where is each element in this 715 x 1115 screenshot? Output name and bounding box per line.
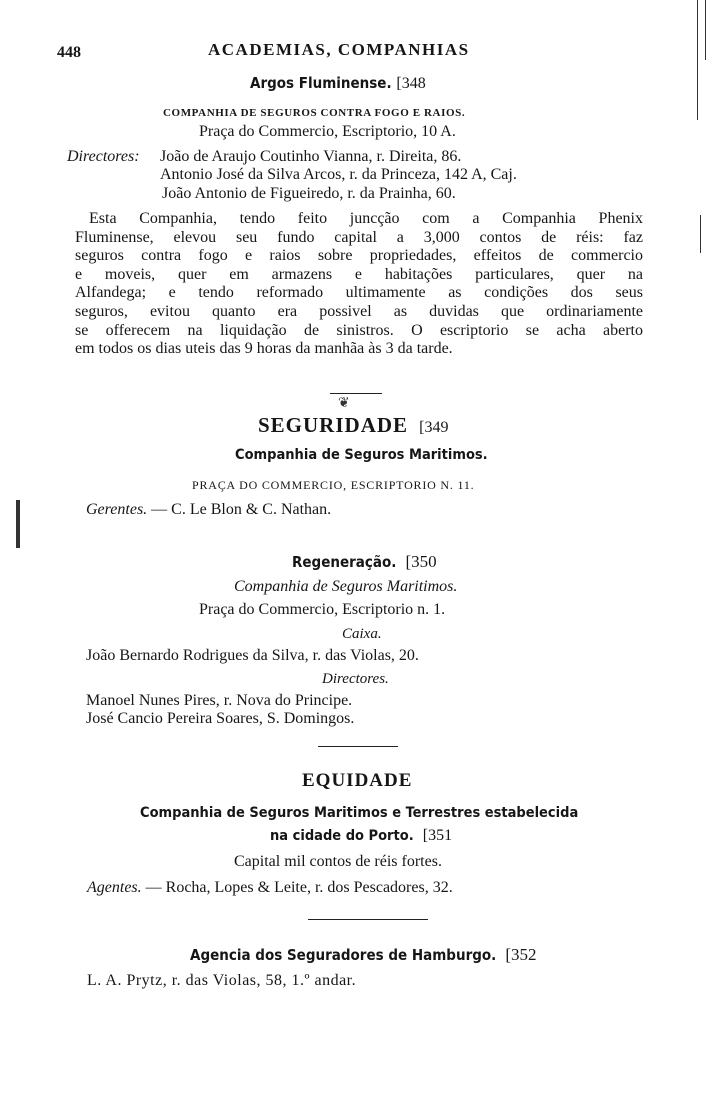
margin-line-right <box>697 0 698 120</box>
margin-line-right-2 <box>705 0 706 60</box>
directors-label: Directores: <box>67 148 140 165</box>
paragraph-line: se offerecem na liquidação de sinistros. O escriptorio se acha aberto <box>75 321 643 339</box>
argos-address: Praça do Commercio, Escriptorio, 10 A. <box>199 123 456 140</box>
margin-line-left <box>16 500 20 548</box>
equidade-capital: Capital mil contos de réis fortes. <box>234 853 442 870</box>
managers-label: Gerentes. <box>86 501 148 518</box>
paragraph-line: Fluminense, elevou seu fundo capital a 3,000 contos de réis: faz <box>75 228 643 246</box>
hamburgo-heading <box>190 945 537 965</box>
regeneracao-subtitle: Companhia de Seguros Maritimos. <box>234 578 458 595</box>
ref-number: [349 <box>419 419 449 436</box>
equidade-description-2 <box>270 825 452 845</box>
ref-number: [350 <box>405 552 437 571</box>
managers-names: — C. Le Blon & C. Nathan. <box>151 501 332 518</box>
company-name: Argos Fluminense. <box>250 74 392 92</box>
regeneracao-heading <box>292 552 437 572</box>
ref-number: [348 <box>396 75 426 92</box>
paragraph-line: seguros contra fogo e raios sobre propriedades, effeitos de commercio <box>75 247 643 265</box>
page-number: 448 <box>57 44 81 61</box>
company-name: Agencia dos Seguradores de Hamburgo. <box>190 946 497 964</box>
hamburgo-agent: L. A. Prytz, r. das Violas, 58, 1.º andar. <box>87 972 357 989</box>
equidade-agents <box>87 879 453 897</box>
equidade-heading: EQUIDADE <box>302 770 413 791</box>
seguridade-address: PRAÇA DO COMMERCIO, ESCRIPTORIO N. 11. <box>192 478 475 492</box>
cashier-line: João Bernardo Rodrigues da Silva, r. das Violas, 20. <box>86 647 419 664</box>
seguridade-subtitle: Companhia de Seguros Maritimos. <box>235 447 488 463</box>
director-line: Antonio José da Silva Arcos, r. da Princeza, 142 A, Caj. <box>160 166 517 183</box>
equidade-description: Companhia de Seguros Maritimos e Terrestres estabelecida <box>140 805 579 821</box>
section-divider <box>330 393 382 394</box>
regeneracao-address: Praça do Commercio, Escriptorio n. 1. <box>199 601 446 618</box>
company-name: SEGURIDADE <box>258 413 409 437</box>
director-line: José Cancio Pereira Soares, S. Domingos. <box>86 710 355 727</box>
argos-paragraph <box>75 210 643 359</box>
director-line: Manoel Nunes Pires, r. Nova do Principe. <box>86 692 353 709</box>
margin-line-right-3 <box>700 215 701 253</box>
director-line: João Antonio de Figueiredo, r. da Prainha, 60. <box>162 185 456 202</box>
section-divider <box>318 746 398 747</box>
directors-label: Directores. <box>322 671 389 687</box>
paragraph-line: Alfandega; e tendo reformado ultimamente as condições dos seus <box>75 284 643 302</box>
paragraph-line: Esta Companhia, tendo feito juncção com a Companhia Phenix <box>89 210 643 227</box>
paragraph-line: seguros, evitou quanto era possivel as duvidas que ordinariamente <box>75 302 643 320</box>
cashier-label: Caixa. <box>342 626 382 642</box>
paragraph-line: e moveis, quer em armazens e habitações particulares, quer na <box>75 265 643 283</box>
company-name: Regeneração. <box>292 553 397 571</box>
argos-heading <box>250 74 426 93</box>
seguridade-managers <box>86 501 331 519</box>
ref-number: [352 <box>505 945 537 964</box>
agents-label: Agentes. <box>87 879 142 896</box>
description-text: na cidade do Porto. <box>270 828 414 844</box>
section-divider <box>308 919 428 920</box>
running-title: ACADEMIAS, COMPANHIAS <box>208 40 470 59</box>
argos-subtitle: COMPANHIA DE SEGUROS CONTRA FOGO E RAIOS. <box>163 107 466 119</box>
paragraph-line: em todos os dias uteis das 9 horas da manhãa às 3 da tarde. <box>75 340 453 358</box>
ref-number: [351 <box>422 827 453 844</box>
ornament-icon: ❦ <box>338 395 350 411</box>
seguridade-heading <box>258 413 448 438</box>
director-line: João de Araujo Coutinho Vianna, r. Direita, 86. <box>160 148 462 165</box>
agents-names: — Rocha, Lopes & Leite, r. dos Pescadores, 32. <box>145 879 453 896</box>
